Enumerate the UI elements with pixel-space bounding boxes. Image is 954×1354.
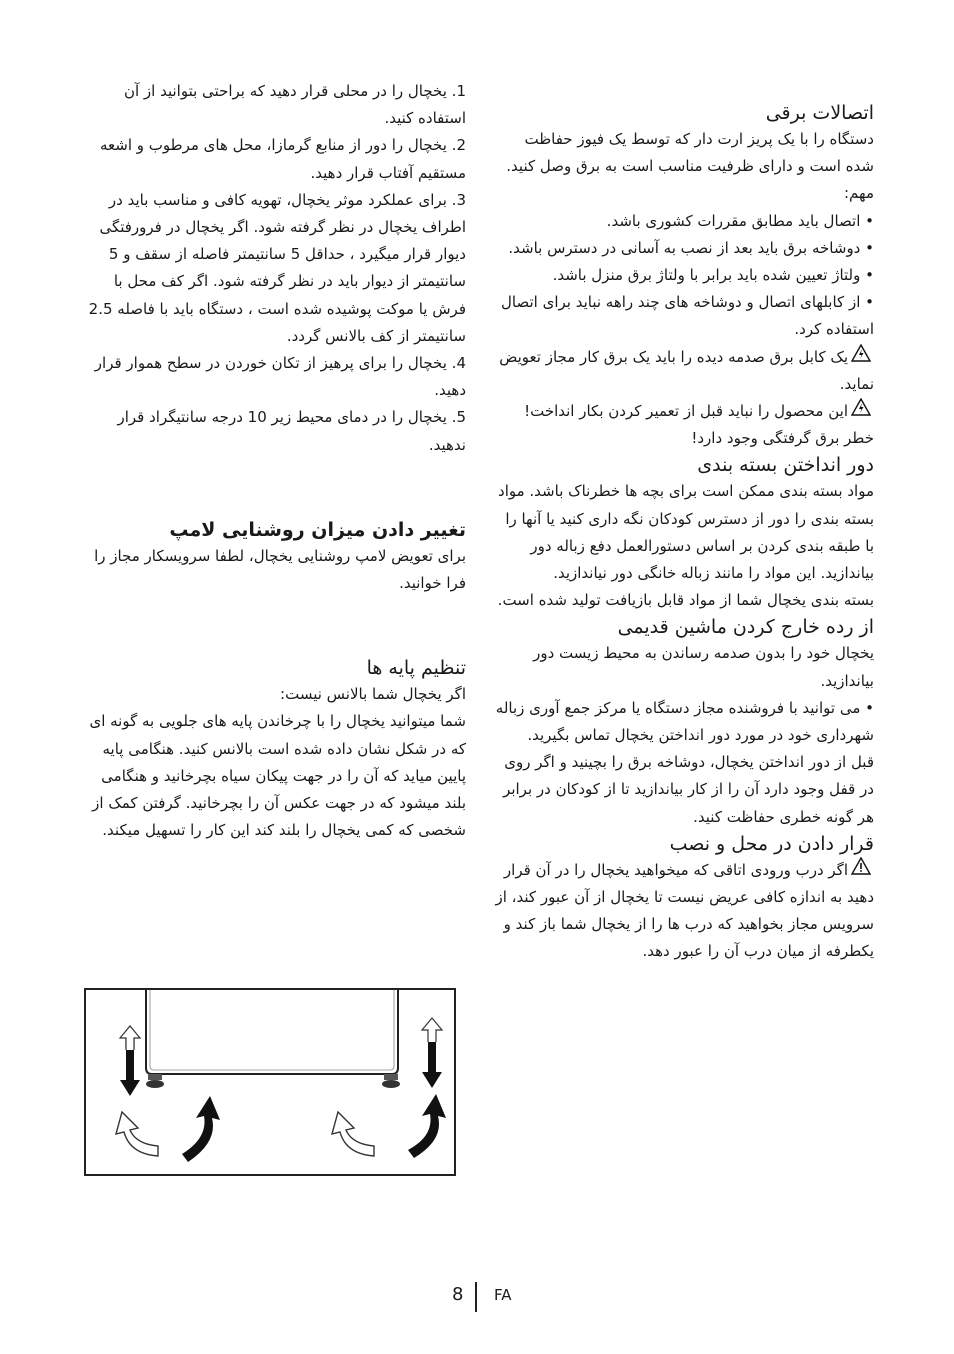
lamp-text: برای تعویض لامپ روشنایی یخچال، لطفا سرویسکار مجاز را فرا خوانید. (94, 546, 466, 593)
electrical-bullet: • ولتاژ تعیین شده باید برابر با ولتاژ برق منزل باشد. (552, 266, 874, 285)
front-foot-right (382, 1074, 400, 1088)
language-code: FA (494, 1286, 512, 1304)
turn-clockwise-icon (408, 1094, 446, 1158)
electrical-warning: یک کابل برق صدمه دیده را باید یک برق کار مجاز تعویض نماید. (494, 344, 874, 398)
feet-adjustment-figure (84, 988, 456, 1176)
old-machine-bullet: • می توانید با فروشنده مجاز دستگاه یا مرکز جمع آوری زباله شهرداری خود در مورد دور انداختن یخچال تماس بگیرید. (495, 698, 874, 745)
placement-item: 2. یخچال را دور از منابع گرمازا، محل های مرطوب و اشعه مستقیم آفتاب قرار دهید. (99, 136, 466, 182)
packaging-title: دور انداختن بسته بندی (697, 454, 874, 477)
turn-counterclockwise-icon (332, 1112, 374, 1156)
left-column (82, 78, 466, 844)
electrical-bullet: • اتصال باید مطابق مقررات کشوری باشد. (606, 211, 874, 230)
placement-item: 1. یخچال را در محلی قرار دهید که براحتی بتوانید از آن استفاده کنید. (123, 82, 466, 128)
old-machine-intro: یخچال خود را بدون صدمه رساندن به محیط زیست دور بیاندازید. (533, 644, 874, 690)
electrical-title: اتصالات برقی (765, 102, 874, 124)
electrical-bullet: • دوشاخه برق باید بعد از نصب به آسانی در دسترس باشد. (508, 238, 874, 257)
electrical-warning: این محصول را نباید قبل از تعمیر کردن بکار انداخت! خطر برق گرفتگی وجود دارد! (494, 398, 874, 452)
packaging-paragraph: مواد بسته بندی ممکن است برای بچه ها خطرناک باشد. مواد بسته بندی را دور از دسترس کودکان نگه داری کنید یا آنها را با طبقه بندی کردن بر اساس دستورالعمل دفع زباله دور بیاندازید. این مواد را مانند زباله خانگی دور نیاندازید. (498, 482, 874, 583)
warning-icon (848, 857, 874, 884)
electric-warning-icon (848, 398, 874, 425)
electric-warning-icon (848, 344, 874, 371)
old-machine-text: قبل از دور انداختن یخچال، دوشاخه برق را بچینید و اگر روی در قفل وجود دارد آن را از کار بیاندازید تا از کودکان در برابر هر گونه خطری حفاظت کنید. (503, 753, 874, 826)
electrical-intro: دستگاه را با یک پریز ارت دار که توسط یک فیوز حفاظت شده است و دارای ظرفیت مناسب است به برق وصل کنید. (506, 130, 874, 176)
up-down-arrow-icon (422, 1018, 442, 1088)
placement-item: 5. یخچال را در دمای محیط زیر 10 درجه سانتیگراد قرار ندهید. (117, 408, 466, 454)
turn-counterclockwise-icon (116, 1112, 158, 1156)
placement-title: قرار دادن در محل و نصب (669, 832, 874, 855)
placement-warning: اگر درب ورودی اتاقی که میخواهید یخچال را در آن قرار دهید به اندازه کافی عریض نیست تا یخچال از آن عبور کند، از سرویس مجاز بخواهید که درب ها را از یخچال شما باز کند و یکطرفه از میان درب آن را عبور دهد. (494, 857, 874, 966)
up-down-arrow-icon (120, 1026, 140, 1096)
feet-subtitle: اگر یخچال شما بالانس نیست: (280, 685, 466, 704)
packaging-paragraph: بسته بندی یخچال شما از مواد قابل بازیافت تولید شده است. (497, 591, 874, 610)
page-number: 8 (452, 1284, 464, 1305)
important-label: مهم: (844, 184, 874, 203)
electrical-bullet: • از کابلهای اتصال و دوشاخه های چند راهه نباید برای اتصال استفاده کرد. (501, 293, 874, 339)
feet-title: تنظیم پایه ها (366, 657, 466, 680)
footer-divider (475, 1282, 477, 1312)
placement-item: 4. یخچال را برای پرهیز از تکان خوردن در سطح هموار قرار دهید. (94, 354, 466, 400)
front-foot-left (146, 1074, 164, 1088)
right-column (494, 100, 874, 966)
old-machine-title: از رده خارج کردن ماشین قدیمی (617, 616, 874, 639)
placement-item: 3. برای عملکرد موثر یخچال، تهویه کافی و مناسب باید در اطراف یخچال در نظر گرفته شود. اگر یخچال در فرورفتگی دیوار قرار میگیرد ، حداقل 5 سانتیمتر فاصله از سقف و 5 سانتیمتر از دیوار باید در نظر گرفته شود. اگر کف محل با فرش یا موکت پوشیده شده است ، دستگاه باید با فاصله 2.5 سانتیمتر از کف بالانس گردد. (88, 190, 466, 345)
lamp-title: تغییر دادن میزان روشنایی لامپ (169, 518, 466, 541)
turn-clockwise-icon (182, 1096, 220, 1162)
feet-text: شما میتوانید یخچال را با چرخاندن پایه های جلویی به گونه ای که در شکل نشان داده شده است بالانس کنید. هنگامی پایه پایین میاید که آن را در جهت پیکان سیاه بچرخانید و هنگامی بلند میشود که در جهت عکس آن را بچرخانید. گرفتن کمک از شخصی که کمی یخچال را بلند کند این کار را تسهیل میکند. (89, 712, 466, 840)
